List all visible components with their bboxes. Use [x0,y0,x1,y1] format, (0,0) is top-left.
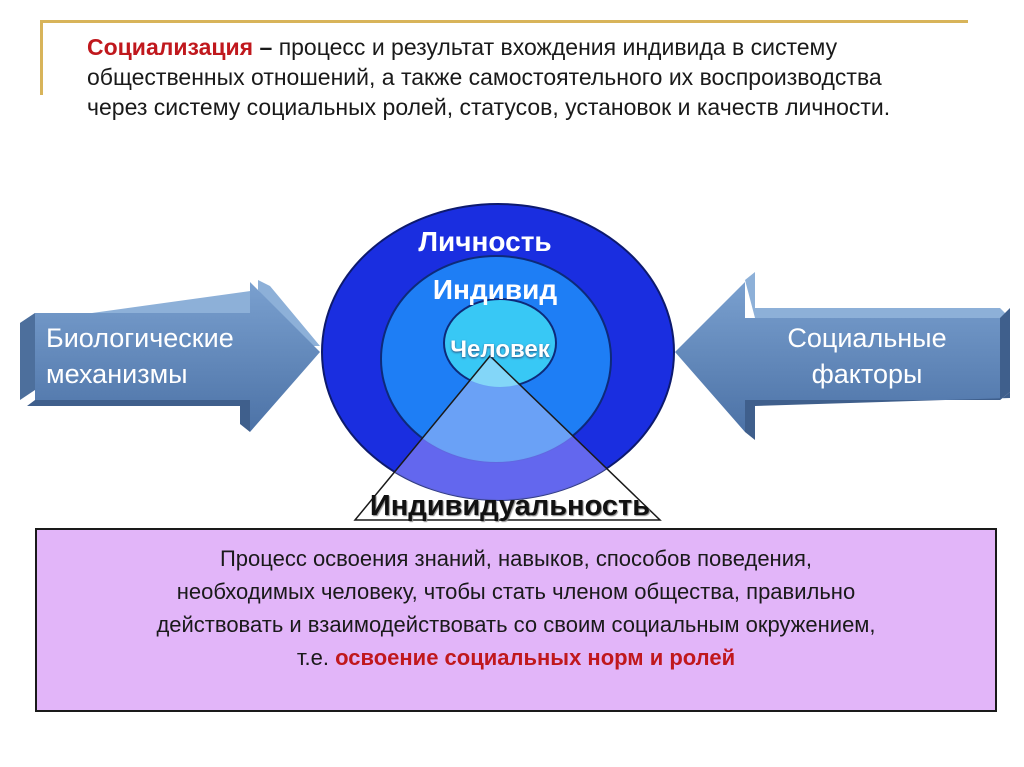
biological-line1: Биологические [46,323,234,353]
process-line1: Процесс освоения знаний, навыков, способов поведения, [219,546,813,571]
process-line3: действовать и взаимодействовать со своим социальным окружением, [156,612,876,637]
biological-line2: механизмы [46,359,188,389]
process-description-box [35,528,997,712]
social-factors-label [752,320,982,392]
social-line1: Социальные [787,323,947,353]
definition-body: процесс и результат вхождения индивида в систему общественных отношений, а также самостоятельного их воспроизводства через систему социальных ролей, статусов, установок и качеств личности. [87,34,891,120]
individuality-label: Индивидуальность [369,490,651,522]
human-label: Человек [450,336,550,363]
process-line4-prefix: т.е. [296,645,336,670]
personality-label: Личность [418,226,552,257]
process-line4-emphasis: освоение социальных норм и ролей [335,645,736,670]
biological-mechanisms-label [46,320,296,392]
process-line4 [57,641,975,674]
social-line2: факторы [811,359,923,389]
definition-dash: – [253,34,279,60]
process-line2: необходимых человеку, чтобы стать членом общества, правильно [176,579,856,604]
individual-label: Индивид [432,274,558,305]
definition-term: Социализация [87,34,254,60]
